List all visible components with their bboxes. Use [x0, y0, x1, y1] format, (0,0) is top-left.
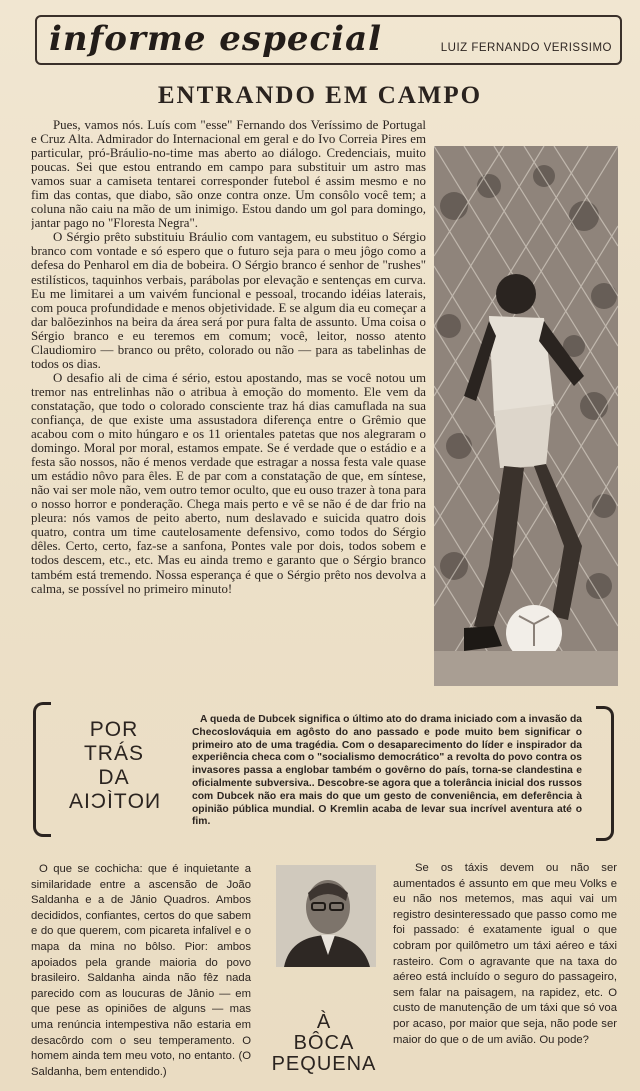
- left-bracket: [33, 702, 51, 837]
- label-line: POR: [89, 718, 139, 741]
- column-header: [35, 15, 622, 65]
- article-paragraph: Pues, vamos nós. Luís com "esse" Fernando dos Veríssimo de Portugal e Cruz Alta. Admirador do Internacional em geral e do Ivo Correia Pires em particular, pró-Bráulio-no-time mas aberto ao diálogo. Credenciais, muito poucas. Sei que estou entrando em campo para substituir um astro mas vamos suar a camiseta tentarei corresponder futebol é assim mesmo e no fim das contas, que diabo, são onze contra onze. Um consôlo você tem; a coluna não caiu na mão de um inimigo. Estou dando um gol para domingo, jantar pago no "Floresta Negra".: [31, 118, 426, 231]
- title-line: À: [316, 1011, 332, 1033]
- headline: ENTRANDO EM CAMPO: [157, 82, 483, 109]
- right-bracket: [596, 706, 614, 841]
- article-paragraph: O Sérgio prêto substituiu Bráulio com vantagem, eu substituo o Sérgio branco com vontade e só espero que o futuro seja para o meu jôgo como a defesa do Penharol em dia de bobeira. O Sérgio branco é senhor de "rushes" estilísticos, taquinhos verbais, parábolas por elevação e sentenças em curva. Eu me limitarei a um vaivém funcional e pessoal, trocando idéias laterais, com pouca profundidade e menos objetividade. E se algum dia eu começar a dar balõezinhos na beira da área será por pura falta de assunto. Uma coisa o Sérgio branco e eu teremos em comum; você, leitor, nosso atento Claudiomiro — branco ou prêto, colorado ou não — para as tabelinhas de todos os dias.: [31, 230, 426, 371]
- behind-news-label: [55, 718, 173, 814]
- article-paragraph: O desafio ali de cima é sério, estou apostando, mas se você notou um tremor nas entrelinhas não o atribua à emoção do momento. Ele vem da constatação, que todo o colorado consciente traz há dias camuflada na sua confiança, de que existe uma assustadora diferença entre o Grêmio que acabou com o mito húngaro e os 11 orientales patetas que nos alegraram o domingo. Moral por moral, estamos empate. Se é verdade que o estádio e a festa são nossos, não é menos verdade que estragar a nossa festa vale quase um estádio nôvo para êles. E de par com a constatação de que, em síntese, não vai ser mole não, vem outro temor oculto, que eu ouso trazer à tona para o nosso horror e ponderação. Chega mais perto e vê se não é de dar frio na pleura: nós vamos de peito aberto, num deslavado e suicida quatro dois quatro, contra um time cautelosamente defensivo, como todos do Sérgio dêles. Certo, certo, faz-se a sanfona, Pontes vale por dois, todos sobem e todos descem, etc., etc. Mas eu ainda tremo e garanto que o Sérgio branco também está tremendo. Nossa esperança é que o Sérgio prêto nos devolva a calma, se possível no primeiro minuto!: [31, 370, 426, 596]
- title-line: BÔCA: [293, 1032, 355, 1054]
- author-portrait: [276, 865, 376, 967]
- label-line: DA: [98, 766, 130, 789]
- label-line: TRÁS: [83, 742, 144, 765]
- football-player-photo: [434, 146, 618, 686]
- column-title: informe especial: [49, 19, 383, 59]
- behind-news-text: A queda de Dubcek significa o último ato do drama iniciado com a invasão da Checoslováquia em agôsto do ano passado e pode muito bem significar o primeiro ato de uma tragédia. Com o desaparecimento do líder e inspirador da experiência checa com o "socialismo democrático" a revolta do povo contra os invasores passa a englobar também o govêrno do país, torna-se clandestina e oficialmente subversiva.. Descobre-se agora que a tolerância inicial dos russos com Dubcek não era mais do que um gesto de conveniência, em deferência à opinião pública mundial. O Kremlin acaba de levar sua incrível aventura até o fim.: [192, 714, 582, 828]
- author-name: LUIZ FERNANDO VERISSIMO: [440, 42, 612, 54]
- article-body: [31, 118, 426, 690]
- boca-left-column: O que se cochicha: que é inquietante a similaridade entre a ascensão de João Saldanha e a de Jânio Quadros. Ambos decididos, confiantes, certos do que sabem e do que querem, com picareta infalível e o mapa da mina no bôlso. Pior: ambos apoiados pela grande maioria do povo brasileiro. Saldanha ainda não fêz nada parecido com as loucuras de Jânio — em que pese as opiniões de alguns — mas uma renúncia intempestiva não estaria em desacôrdo com o seu temperamento. O homem ainda tem meu voto, no entanto. (O Saldanha, bem entendido.): [31, 863, 251, 1078]
- boca-pequena-title: [259, 1012, 389, 1075]
- label-line-mirrored: NOTÍCIA: [67, 790, 161, 813]
- title-line: PEQUENA: [271, 1053, 377, 1075]
- boca-right-column: Se os táxis devem ou não ser aumentados é assunto em que meu Volks e eu não nos metemos, mas aqui vai um registro desinteressado que passo como me foi passado: é exatamente igual o que cobram por quilômetro um táxi aéreo e táxi rasteiro. Com o agravante que na taxa do aéreo está incluído o seguro do passageiro, sem falar na paisagem, na rapidez, etc. O custo de manutenção de um táxi que só voa por acaso, por maior que seja, não pode ser maior do que o de um avião. Ou pode?: [393, 862, 617, 1046]
